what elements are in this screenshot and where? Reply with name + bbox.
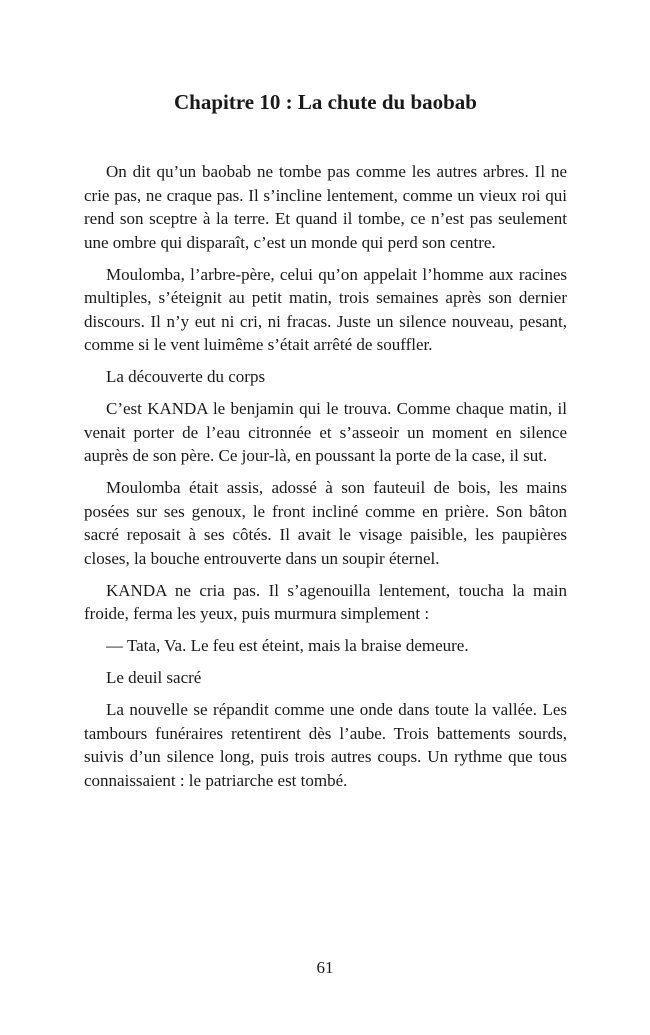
page-number: 61	[316, 958, 334, 977]
chapter-title: Chapitre 10 : La chute du baobab	[173, 90, 477, 114]
paragraph: Moulomba était assis, adossé à son fauteuil de bois, les mains posées sur ses genoux, le front incliné comme en prière. Son bâton sacré reposait à ses côtés. Il avait le visage paisible, les paupières closes, la bouche entrouverte dans un soupir éternel.	[84, 478, 567, 568]
paragraph: On dit qu’un baobab ne tombe pas comme les autres arbres. Il ne crie pas, ne craque pas. Il s’incline lentement, comme un vieux roi qui rend son sceptre à la terre. Et quand il tombe, ce n’est pas seulement une ombre qui disparaît, c’est un monde qui perd son centre.	[84, 162, 567, 252]
page	[84, 0, 567, 801]
section-subheading: Le deuil sacré	[106, 668, 202, 687]
chapter-body	[84, 160, 567, 792]
paragraph: KANDA ne cria pas. Il s’agenouilla lentement, toucha la main froide, ferma les yeux, puis murmura simplement :	[84, 580, 567, 623]
dialogue-line: — Tata, Va. Le feu est éteint, mais la braise demeure.	[106, 636, 469, 655]
paragraph: La nouvelle se répandit comme une onde dans toute la vallée. Les tambours funéraires retentirent dès l’aube. Trois battements sourds, suivis d’un silence long, puis trois autres coups. Un rythme que tous connaissaient : le patriarche est tombé.	[84, 700, 567, 790]
paragraph: Moulomba, l’arbre-père, celui qu’on appelait l’homme aux racines multiples, s’éteignit au petit matin, trois semaines après son dernier discours. Il n’y eut ni cri, ni fracas. Juste un silence nouveau, pesant, comme si le vent luimême s’était arrêté de souffler.	[84, 264, 567, 354]
paragraph: C’est KANDA le benjamin qui le trouva. Comme chaque matin, il venait porter de l’eau citronnée et s’asseoir un moment en silence auprès de son père. Ce jour-là, en poussant la porte de la case, il sut.	[84, 399, 567, 465]
section-subheading: La découverte du corps	[106, 367, 266, 386]
